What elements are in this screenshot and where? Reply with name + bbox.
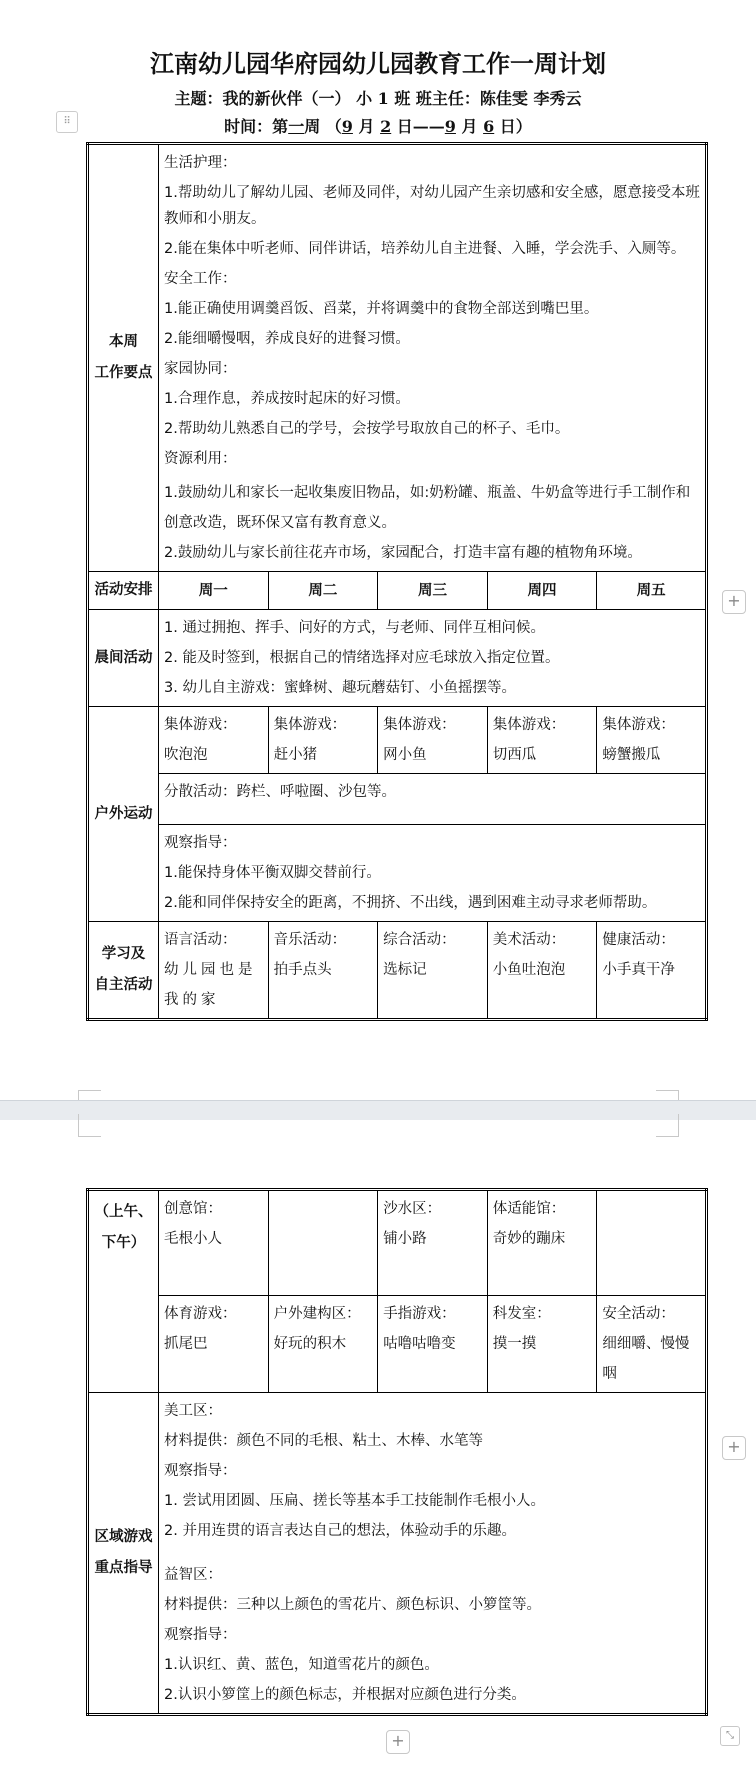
page-corner-marker	[78, 1114, 101, 1137]
learning-activity-cell[interactable]: 音乐活动： 拍手点头	[268, 922, 378, 1020]
day-header: 周四	[487, 572, 597, 610]
table-row	[88, 825, 707, 922]
learning-activity-cell[interactable]: 综合活动： 选标记	[378, 922, 488, 1020]
learning-activity-cell[interactable]: 体适能馆： 奇妙的蹦床	[487, 1190, 597, 1296]
morning-content[interactable]: 1. 通过拥抱、挥手、问好的方式，与老师、同伴互相问候。 2. 能及时签到，根据自己的情绪选择对应毛球放入指定位置。 3. 幼儿自主游戏：蜜蜂树、趣玩蘑菇钉、小鱼摇摆等。	[159, 610, 707, 707]
day-header: 周三	[378, 572, 488, 610]
learning-activity-cell[interactable]: 健康活动： 小手真干净	[597, 922, 707, 1020]
add-row-plus-icon[interactable]: +	[722, 590, 746, 614]
add-row-plus-icon[interactable]: +	[386, 1730, 410, 1754]
table-row	[88, 707, 707, 774]
learning-activity-cell[interactable]: 安全活动： 细细嚼、慢慢咽	[597, 1296, 707, 1393]
weekly-plan-table	[86, 142, 708, 1021]
learning-activity-cell[interactable]: 体育游戏： 抓尾巴	[159, 1296, 269, 1393]
area-label: 区域游戏 重点指导	[88, 1393, 159, 1715]
table-resize-icon[interactable]: ⤡	[720, 1726, 740, 1746]
outdoor-game-cell[interactable]: 集体游戏： 切西瓜	[487, 707, 597, 774]
add-row-plus-icon[interactable]: +	[722, 1436, 746, 1460]
learning-activity-cell[interactable]: 美术活动： 小鱼吐泡泡	[487, 922, 597, 1020]
learning-label-continued: （上午、 下午）	[88, 1190, 159, 1393]
weekly-plan-table-continued	[86, 1188, 708, 1716]
page-break-gap	[0, 1100, 756, 1122]
day-header: 周五	[597, 572, 707, 610]
page-corner-marker	[656, 1114, 679, 1137]
table-row	[88, 774, 707, 825]
table-row	[88, 1296, 707, 1393]
document-subtitle: 主题：我的新伙伴（一） 小 1 班 班主任：陈佳雯 李秀云	[174, 89, 582, 108]
outdoor-guidance-cell[interactable]: 观察指导： 1.能保持身体平衡双脚交替前行。 2.能和同伴保持安全的距离，不拥挤、不出线，遇到困难主动寻求老师帮助。	[159, 825, 707, 922]
table-move-handle-icon[interactable]: ⠿	[56, 111, 78, 133]
learning-label: 学习及 自主活动	[88, 922, 159, 1020]
table-row	[88, 1393, 707, 1715]
learning-activity-cell[interactable]: 语言活动： 幼儿园也是我的家	[159, 922, 269, 1020]
outdoor-label: 户外运动	[88, 707, 159, 922]
learning-activity-cell[interactable]: 科发室： 摸一摸	[487, 1296, 597, 1393]
schedule-label: 活动安排	[88, 572, 159, 610]
table-row	[88, 1190, 707, 1296]
outdoor-game-cell[interactable]: 集体游戏： 吹泡泡	[159, 707, 269, 774]
learning-activity-cell[interactable]: 户外建构区： 好玩的积木	[268, 1296, 378, 1393]
learning-activity-cell[interactable]	[268, 1190, 378, 1296]
learning-activity-cell[interactable]: 创意馆： 毛根小人	[159, 1190, 269, 1296]
document-title: 江南幼儿园华府园幼儿园教育工作一周计划	[150, 49, 606, 78]
area-content[interactable]: 美工区： 材料提供：颜色不同的毛根、粘土、木棒、水笔等 观察指导： 1. 尝试用团圆、压扁、搓长等基本手工技能制作毛根小人。 2. 并用连贯的语言表达自己的想法，体验动手的乐趣。 益智区： 材料提供：三种以上颜色的雪花片、颜色标识、小箩筐等。 观察指导： 1.认识红、黄、蓝色，知道雪花片的颜色。 2.认识小箩筐上的颜色标志，并根据对应颜色进行分类。	[159, 1393, 707, 1715]
table-row	[88, 610, 707, 707]
learning-activity-cell[interactable]: 沙水区： 铺小路	[378, 1190, 488, 1296]
table-row	[88, 572, 707, 610]
table-row	[88, 144, 707, 572]
scattered-activity-cell[interactable]: 分散活动：跨栏、呼啦圈、沙包等。	[159, 774, 707, 825]
outdoor-game-cell[interactable]: 集体游戏： 赶小猪	[268, 707, 378, 774]
key-points-content[interactable]: 生活护理： 1.帮助幼儿了解幼儿园、老师及同伴，对幼儿园产生亲切感和安全感，愿意接受本班教师和小朋友。 2.能在集体中听老师、同伴讲话，培养幼儿自主进餐、入睡，学会洗手、入厕等。 安全工作： 1.能正确使用调羹舀饭、舀菜，并将调羹中的食物全部送到嘴巴里。 2.能细嚼慢咽，养成良好的进餐习惯。 家园协同： 1.合理作息，养成按时起床的好习惯。 2.帮助幼儿熟悉自己的学号，会按学号取放自己的杯子、毛巾。 资源利用： 1.鼓励幼儿和家长一起收集废旧物品，如:奶粉罐、瓶盖、牛奶盒等进行手工制作和创意改造，既环保又富有教育意义。 2.鼓励幼儿与家长前往花卉市场，家园配合，打造丰富有趣的植物角环境。	[159, 144, 707, 572]
learning-activity-cell[interactable]	[597, 1190, 707, 1296]
key-points-label: 本周 工作要点	[88, 144, 159, 572]
outdoor-game-cell[interactable]: 集体游戏： 螃蟹搬瓜	[597, 707, 707, 774]
morning-label: 晨间活动	[88, 610, 159, 707]
learning-activity-cell[interactable]: 手指游戏： 咕噜咕噜变	[378, 1296, 488, 1393]
day-header: 周二	[268, 572, 378, 610]
day-header: 周一	[159, 572, 269, 610]
document-time: 时间：第一周 （9 月 2 日——9 月 6 日）	[224, 117, 532, 136]
table-row	[88, 922, 707, 1020]
outdoor-game-cell[interactable]: 集体游戏： 网小鱼	[378, 707, 488, 774]
